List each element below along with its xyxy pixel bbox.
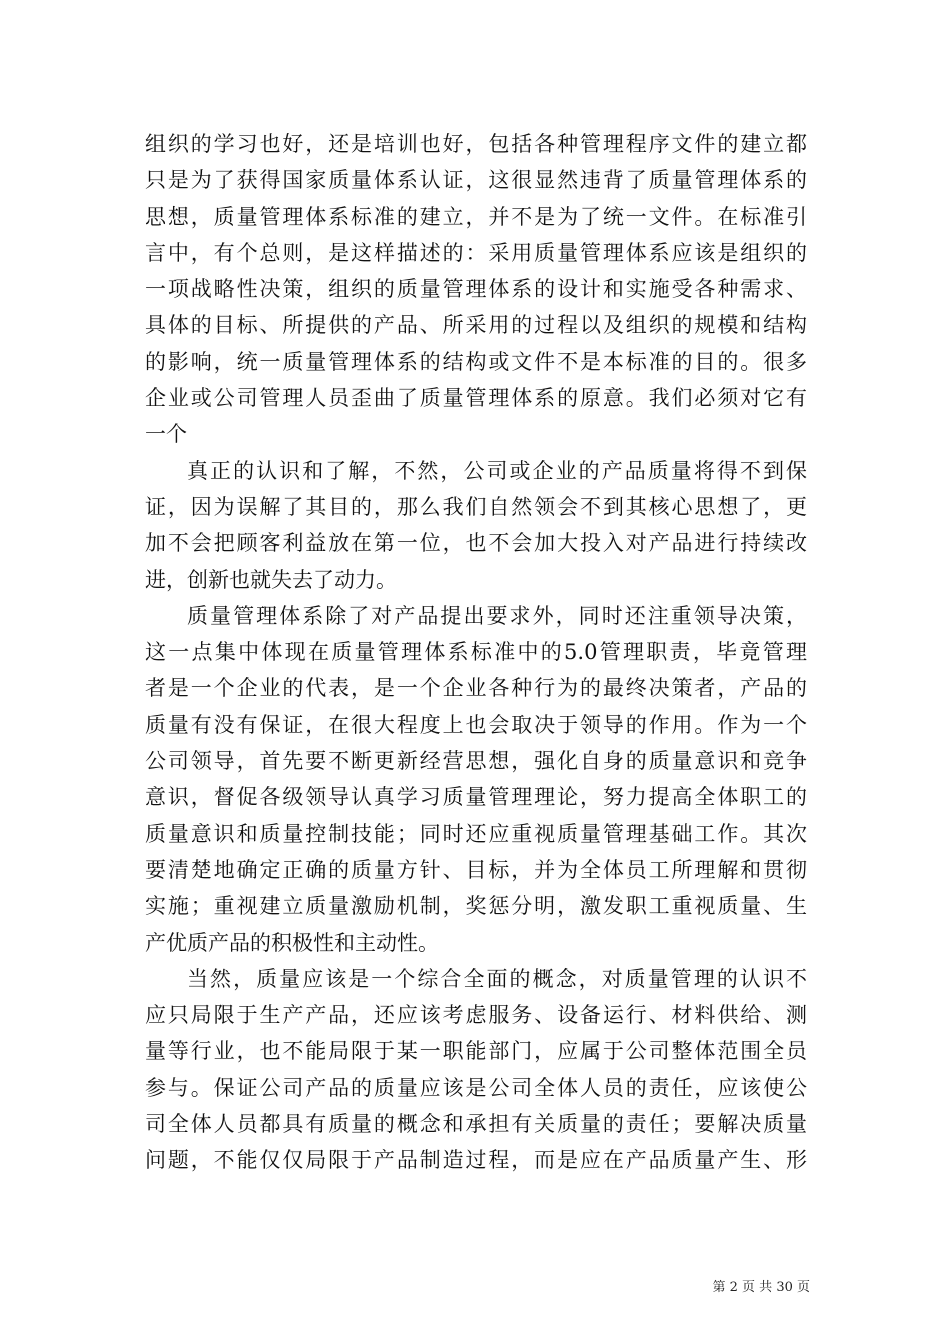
text-line: 的影响，统一质量管理体系的结构或文件不是本标准的目的。很多 <box>145 349 807 374</box>
text-line: 真正的认识和了解，不然，公司或企业的产品质量将得不到保 <box>187 458 807 483</box>
text-line: 证，因为误解了其目的，那么我们自然领会不到其核心思想了，更 <box>145 494 807 519</box>
text-line: 要清楚地确定正确的质量方针、目标，并为全体员工所理解和贯彻 <box>145 857 807 882</box>
text-line: 具体的目标、所提供的产品、所采用的过程以及组织的规模和结构 <box>145 313 807 338</box>
text-line: 加不会把顾客利益放在第一位，也不会加大投入对产品进行持续改 <box>145 531 807 556</box>
text-line: 一项战略性决策，组织的质量管理体系的设计和实施受各种需求、 <box>145 277 807 302</box>
paragraph-1 <box>145 126 807 453</box>
text-line: 应只局限于生产产品，还应该考虑服务、设备运行、材料供给、测 <box>145 1003 807 1028</box>
text-line: 参与。保证公司产品的质量应该是公司全体人员的责任，应该使公 <box>145 1075 807 1100</box>
text-line: 企业或公司管理人员歪曲了质量管理体系的原意。我们必须对它有 <box>145 386 807 411</box>
page-number: 第 2 页 共 30 页 <box>712 1280 810 1295</box>
text-line: 言中，有个总则，是这样描述的：采用质量管理体系应该是组织的 <box>145 240 807 265</box>
text-line: 公司领导，首先要不断更新经营思想，强化自身的质量意识和竞争 <box>145 749 807 774</box>
text-line: 质量管理体系除了对产品提出要求外，同时还注重领导决策， <box>187 603 807 628</box>
text-line: 当然，质量应该是一个综合全面的概念，对质量管理的认识不 <box>187 966 807 991</box>
paragraph-2 <box>145 453 807 598</box>
text-line: 问题，不能仅仅局限于产品制造过程，而是应在产品质量产生、形 <box>145 1148 807 1173</box>
text-line: 只是为了获得国家质量体系认证，这很显然违背了质量管理体系的 <box>145 168 807 193</box>
text-line: 量等行业，也不能局限于某一职能部门，应属于公司整体范围全员 <box>145 1039 807 1064</box>
document-body <box>145 126 807 1179</box>
text-line: 质量意识和质量控制技能；同时还应重视质量管理基础工作。其次 <box>145 821 807 846</box>
paragraph-3 <box>145 598 807 961</box>
text-line: 组织的学习也好，还是培训也好，包括各种管理程序文件的建立都 <box>145 132 807 156</box>
text-line: 司全体人员都具有质量的概念和承担有关质量的责任；要解决质量 <box>145 1112 807 1137</box>
text-line: 思想，质量管理体系标准的建立，并不是为了统一文件。在标准引 <box>145 204 807 229</box>
text-line: 实施；重视建立质量激励机制，奖惩分明，激发职工重视质量、生 <box>145 894 807 919</box>
text-line: 这一点集中体现在质量管理体系标准中的5.0管理职责，毕竟管理 <box>145 640 807 665</box>
text-line: 一个 <box>145 422 187 447</box>
paragraph-4 <box>145 961 807 1179</box>
text-line: 质量有没有保证，在很大程度上也会取决于领导的作用。作为一个 <box>145 712 807 737</box>
text-line: 者是一个企业的代表，是一个企业各种行为的最终决策者，产品的 <box>145 676 807 701</box>
text-line: 进，创新也就失去了动力。 <box>145 567 397 592</box>
text-line: 意识，督促各级领导认真学习质量管理理论，努力提高全体职工的 <box>145 785 807 810</box>
text-line: 产优质产品的积极性和主动性。 <box>145 930 439 955</box>
